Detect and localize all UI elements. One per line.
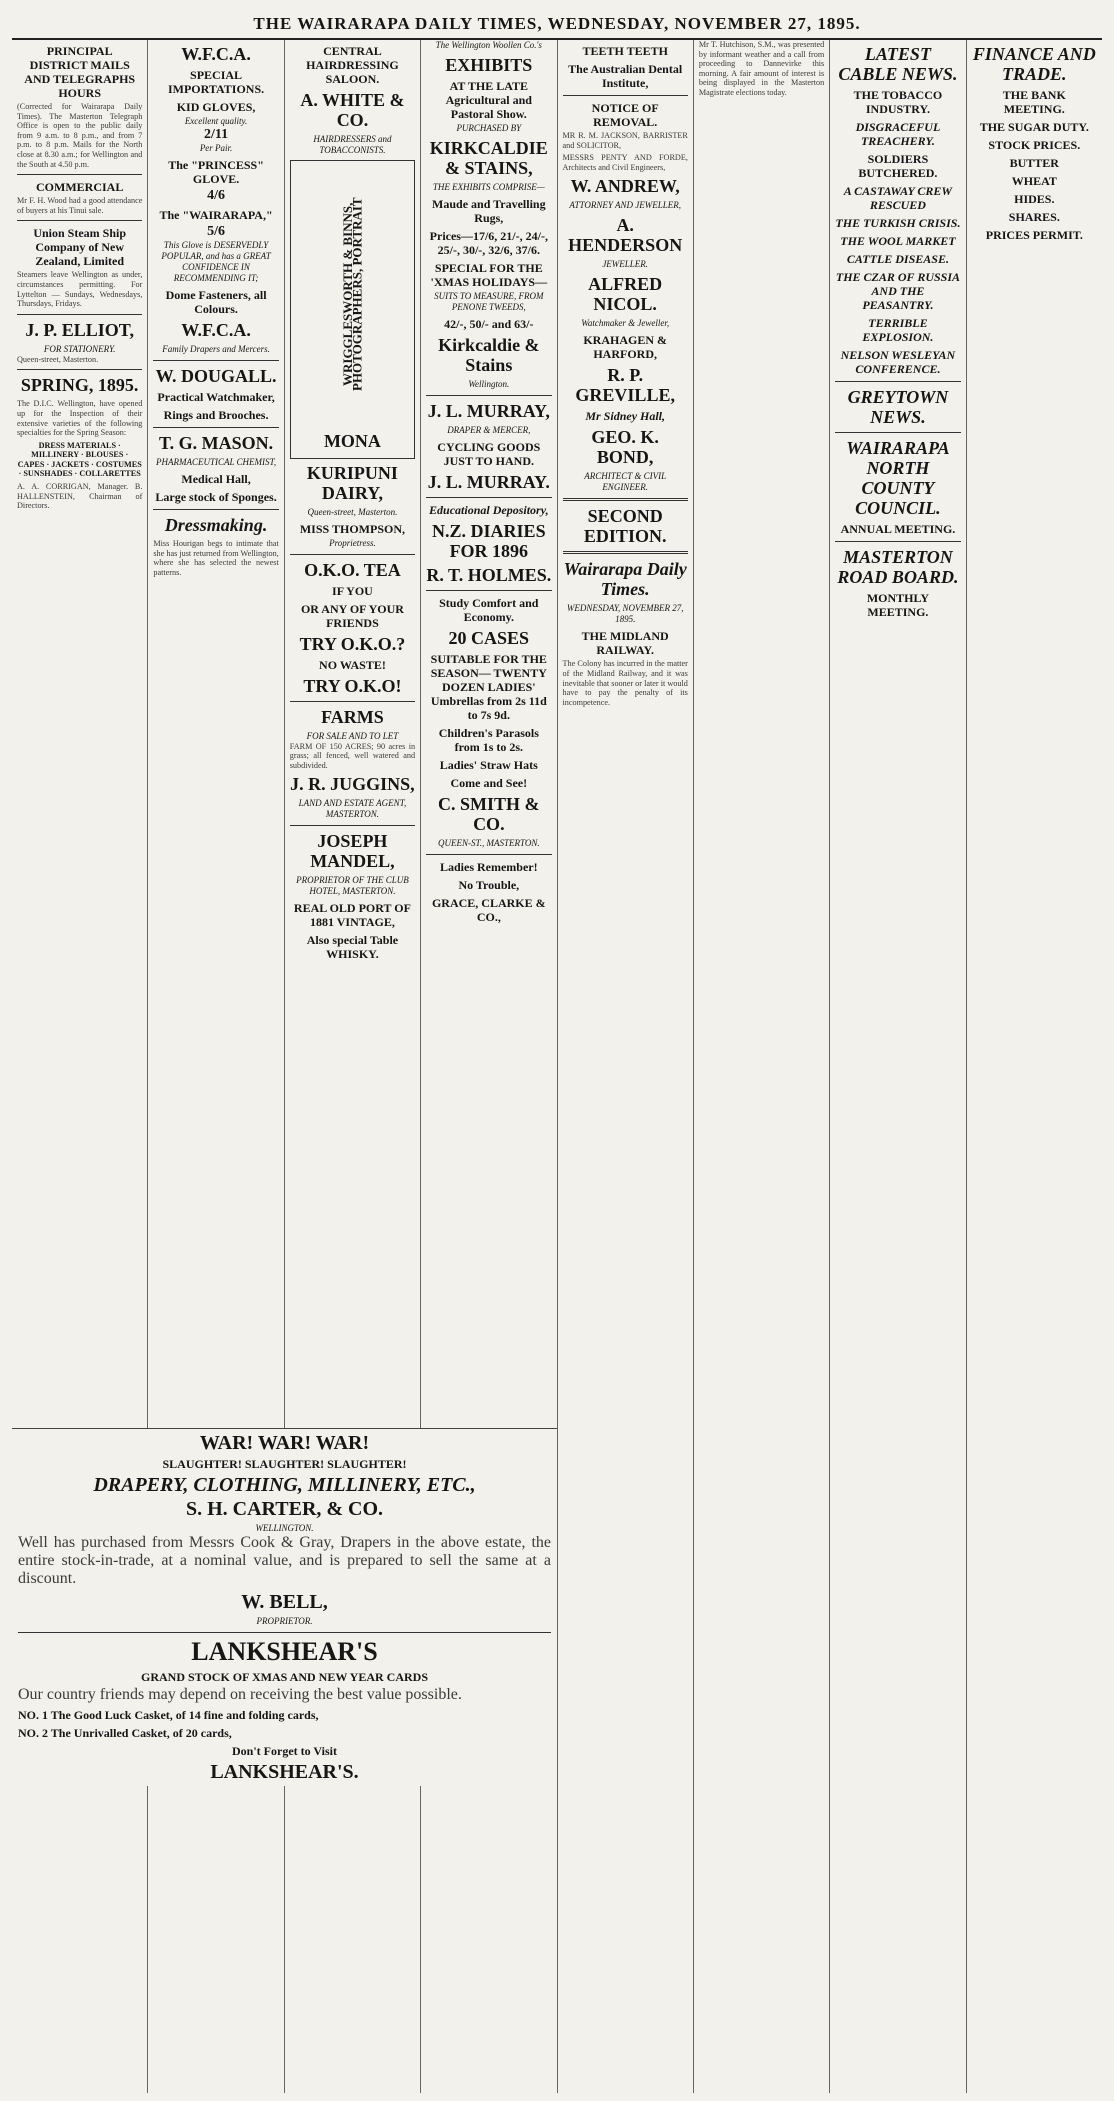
divider (290, 825, 415, 826)
murray-sub: DRAPER & MERCER, (447, 425, 531, 435)
divider (17, 369, 142, 370)
carter: S. H. CARTER, & CO. (185, 1498, 384, 1520)
andrew-sub: ATTORNEY AND JEWELLER, (569, 200, 681, 211)
lankshear-sub: GRAND STOCK OF XMAS AND NEW YEAR CARDS (140, 1670, 429, 1684)
farms-text: FARM OF 150 ACRES; 90 acres in grass; all fenced, well watered and subdivided. (289, 741, 416, 770)
nicol-sub: Watchmaker & Jeweller, (581, 318, 670, 329)
rooms-heading: CENTRAL HAIRDRESSING SALOON. (306, 44, 399, 86)
nelson: NELSON WESLEYAN CONFERENCE. (840, 348, 956, 376)
lankshear-text: Our country friends may depend on receiving the best value possible. (18, 1686, 462, 1703)
elliot-sub: FOR STATIONERY. (43, 343, 116, 354)
turkish: THE TURKISH CRISIS. (835, 216, 961, 230)
spring-signature: A. A. CORRIGAN, Manager. B. HALLENSTEIN, Chairman of Directors. (17, 482, 143, 511)
smith-sub: QUEEN-ST., MASTERTON. (437, 838, 540, 848)
family-drapers: Family Drapers and Mercers. (162, 344, 270, 354)
dairy-heading: KURIPUNI DAIRY, (306, 462, 398, 503)
cycling: CYCLING GOODS JUST TO HAND. (437, 440, 541, 468)
white-sub: HAIRDRESSERS and TOBACCONISTS. (313, 134, 392, 155)
mona-heading: MONA (323, 430, 381, 451)
pharm: PHARMACEUTICAL CHEMIST, (155, 457, 277, 467)
princess-glove: The "PRINCESS" GLOVE. (168, 158, 264, 186)
terrible: TERRIBLE EXPLOSION. (862, 316, 934, 344)
woollen: The Wellington Woollen Co.'s (435, 40, 542, 50)
thompson-sub: Proprietress. (329, 537, 376, 548)
masthead: THE WAIRARAPA DAILY TIMES, WEDNESDAY, NOVEMBER 27, 1895. (253, 14, 861, 33)
penty: MESSRS PENTY AND FORDE, Architects and Civil Engineers, (562, 153, 688, 172)
farms-heading: FARMS (321, 706, 384, 727)
lankshear-2: LANKSHEAR'S. (210, 1761, 359, 1783)
photographer-ad (290, 160, 415, 459)
juggins-heading: J. R. JUGGINS, (290, 774, 415, 795)
nicol: ALFRED NICOL. (588, 274, 663, 315)
teeth: TEETH TEETH (582, 44, 668, 58)
divider (18, 1632, 551, 1633)
price-2: 4/6 (207, 188, 225, 203)
disgrace: DISGRACEFUL TREACHERY. (855, 120, 941, 148)
diaries: N.Z. DIARIES FOR 1896 (432, 521, 546, 561)
kirkcaldie: KIRKCALDIE & STAINS, (429, 138, 548, 178)
dougall-heading: W. DOUGALL. (155, 366, 277, 386)
midland-heading: THE MIDLAND RAILWAY. (581, 629, 669, 658)
prices-permit: PRICES PERMIT. (985, 228, 1083, 242)
commercial-heading: COMMERCIAL (36, 180, 124, 195)
hides: HIDES. (1014, 192, 1055, 206)
no-2: NO. 2 The Unrivalled Casket, of 20 cards, (18, 1726, 232, 1740)
andrew: W. ANDREW, (570, 176, 680, 197)
annual: ANNUAL MEETING. (840, 522, 956, 536)
white-heading: A. WHITE & CO. (300, 90, 405, 130)
mason-heading: T. G. MASON. (158, 433, 274, 453)
rugs: Maude and Travelling Rugs, (432, 197, 546, 225)
suitable-3: Ladies' Straw Hats (439, 758, 538, 772)
wheat: WHEAT (1011, 174, 1057, 188)
purchased: PURCHASED BY (456, 123, 522, 133)
castaway: A CASTAWAY CREW RESCUED (843, 184, 953, 212)
slaughter: SLAUGHTER! SLAUGHTER! SLAUGHTER! (162, 1457, 407, 1471)
show: AT THE LATE Agricultural and Pastoral Show. (445, 79, 532, 121)
commercial-text: Mr F. H. Wood had a good attendance of buyers at his Tinui sale. (17, 196, 143, 215)
try-oko: TRY O.K.O.? (299, 633, 406, 654)
divider (835, 381, 960, 382)
drapery: DRAPERY, CLOTHING, MILLINERY, ETC., (93, 1474, 476, 1496)
dental: The Australian Dental Institute, (568, 62, 683, 90)
guarantee-text: This Glove is DESERVEDLY POPULAR, and has a GREAT CONFIDENCE IN RECOMMENDING IT; (161, 240, 271, 283)
mails-text: (Corrected for Wairarapa Daily Times). The Masterton Telegraph Office is open to the public daily from 9 a.m. to 8 p.m., and from 7 p.m. to 8 p.m. Mails for the North close at 8.30 a.m.; for Wellington and the South at 4.50 p.m. (17, 102, 143, 169)
divider (563, 95, 688, 96)
divider (17, 174, 142, 175)
educational: Educational Depository, (429, 503, 549, 517)
sponges: Large stock of Sponges. (155, 490, 277, 504)
finance: FINANCE AND TRADE. (972, 44, 1096, 84)
mails-heading: PRINCIPAL DISTRICT MAILS AND TELEGRAPHS HOURS (24, 44, 136, 100)
kirkcaldie-2: Kirkcaldie & Stains (438, 335, 540, 375)
jackson: MR R. M. JACKSON, BARRISTER and SOLICITOR, (562, 131, 688, 150)
comprise: THE EXHIBITS COMPRISE— (432, 182, 545, 192)
mandel-sub: PROPRIETOR OF THE CLUB HOTEL, MASTERTON. (296, 875, 409, 897)
lankshear: LANKSHEAR'S (191, 1637, 378, 1666)
divider (153, 509, 278, 510)
bank-meeting: THE BANK MEETING. (1002, 88, 1066, 116)
wfca-heading: W.F.C.A. (181, 44, 251, 64)
dressmaking-text: Miss Hourigan begs to intimate that she has just returned from Wellington, where she has selected the newest patterns. (153, 539, 279, 577)
divider (835, 432, 960, 433)
holmes: R. T. HOLMES. (426, 565, 552, 585)
stock: STOCK PRICES. (988, 138, 1081, 152)
murray: J. L. MURRAY, (427, 401, 550, 421)
shares: SHARES. (1008, 210, 1060, 224)
medical-hall: Medical Hall, (181, 472, 251, 486)
wairarapa-glove: The "WAIRARAPA," (159, 208, 273, 222)
times-title: Wairarapa Daily Times. (563, 559, 687, 600)
ladies: Ladies Remember! (439, 860, 538, 874)
henderson-sub: JEWELLER. (602, 259, 649, 270)
tobacco: THE TOBACCO INDUSTRY. (853, 88, 943, 116)
per-pair: Per Pair. (199, 143, 233, 153)
henderson: A. HENDERSON (568, 215, 683, 256)
ponee-price: 42/-, 50/- and 63/- (444, 317, 534, 331)
ponee: SUITS TO MEASURE, FROM PENONE TWEEDS, (434, 291, 544, 312)
fasteners: Dome Fasteners, all Colours. (165, 288, 267, 316)
divider (835, 541, 960, 542)
come-and-see: Come and See! (450, 776, 528, 790)
midland-text: The Colony has incurred in the matter of the Midland Railway, and it was inevitable that sooner or later it would have to pay the penalty of its incompetence. (562, 659, 688, 707)
column-6 (694, 40, 830, 2093)
dressmaking-heading: Dressmaking. (164, 515, 268, 535)
kid-gloves: KID GLOVES, (176, 100, 256, 114)
photographer-vertical: WRIGGLESWORTH & BINNS, PHOTOGRAPHERS, PORTRAIT (339, 197, 365, 391)
dateline: WEDNESDAY, NOVEMBER 27, 1895. (566, 603, 684, 625)
juggins-sub: LAND AND ESTATE AGENT, MASTERTON. (298, 798, 407, 820)
divider (290, 701, 415, 702)
shipping-heading: Union Steam Ship Company of New Zealand, Limited (33, 226, 127, 269)
quality-note: Excellent quality. (184, 116, 248, 126)
carter-text: Well has purchased from Messrs Cook & Gray, Drapers in the above estate, the entire stock-in-trade, at a nominal value, and is prepared to sell the same at a discount. (18, 1534, 551, 1587)
wellington: Wellington. (468, 379, 510, 389)
forget: Don't Forget to Visit (232, 1744, 337, 1758)
wfca-heading-2: W.F.C.A. (181, 320, 251, 340)
cable-heading: LATEST CABLE NEWS. (838, 44, 958, 84)
exhibits: EXHIBITS (445, 55, 533, 75)
column-7 (830, 40, 966, 2093)
monthly: MONTHLY MEETING. (866, 591, 930, 619)
wide-advert (12, 1428, 557, 1786)
spring-text: The D.I.C. Wellington, have opened up for the Inspection of their extensive varieties of the following specialties for the Spring Season: (17, 399, 143, 438)
news-text: Mr T. Hutchison, S.M., was presented by informant weather and a call from proceeding to Dannevirke this morning. A fair amount of interest is being displayed in the Masterton Magistrate elections today. (698, 40, 825, 97)
murray-2: J. L. MURRAY. (427, 472, 550, 492)
divider (426, 497, 551, 498)
spring-heading: SPRING, 1895. (20, 375, 139, 396)
suitable-2: Children's Parasols from 1s to 2s. (438, 726, 539, 754)
no-1: NO. 1 The Good Luck Casket, of 14 fine and folding cards, (18, 1708, 319, 1722)
war-heading: WAR! WAR! WAR! (199, 1432, 370, 1454)
watchmaker: Practical Watchmaker, (157, 390, 275, 404)
second-edition: SECOND EDITION. (583, 506, 667, 547)
bell: W. BELL, (241, 1591, 328, 1613)
divider (153, 360, 278, 361)
price-3: 5/6 (207, 224, 225, 239)
bond: GEO. K. BOND, (591, 427, 659, 468)
rings: Rings and Brooches. (163, 408, 269, 422)
column-5 (558, 40, 694, 2093)
price-1: 2/11 (204, 127, 229, 142)
dairy-sub: Queen-street, Masterton. (307, 506, 398, 517)
cases: 20 CASES (448, 628, 530, 648)
mandel-heading: JOSEPH MANDEL, (310, 831, 395, 872)
special-heading: SPECIAL IMPORTATIONS. (167, 68, 265, 96)
soldiers: SOLDIERS BUTCHERED. (858, 152, 938, 180)
try-oko-2: TRY O.K.O! (303, 675, 402, 696)
trouble: No Trouble, (458, 878, 520, 892)
sugar: THE SUGAR DUTY. (979, 120, 1089, 134)
czar: THE CZAR OF RUSSIA AND THE PEASANTRY. (835, 270, 961, 312)
column-8 (967, 40, 1102, 2093)
suitable-1: SUITABLE FOR THE SEASON— TWENTY DOZEN LADIES' Umbrellas from 2s 11d to 7s 9d. (430, 652, 547, 722)
double-divider (563, 551, 688, 554)
divider (290, 554, 415, 555)
divider (426, 590, 551, 591)
notice: NOTICE OF REMOVAL. (591, 101, 659, 129)
oko-heading: O.K.O. TEA (304, 559, 401, 580)
road-board: MASTERTON ROAD BOARD. (837, 547, 959, 587)
cattle: CATTLE DISEASE. (846, 252, 949, 266)
divider (153, 427, 278, 428)
elliot-text: Queen-street, Masterton. (17, 354, 99, 364)
farms-sub: FOR SALE AND TO LET (306, 730, 399, 741)
council: WAIRARAPA NORTH COUNTY COUNCIL. (846, 438, 950, 518)
smith: C. SMITH & CO. (438, 794, 540, 834)
whiskey: Also special Table WHISKY. (306, 933, 399, 962)
wool: THE WOOL MARKET (840, 234, 956, 248)
thompson-heading: MISS THOMPSON, (299, 521, 405, 536)
carter-sub: WELLINGTON. (255, 1523, 314, 1533)
ask-friends: OR ANY OF YOUR FRIENDS (300, 601, 404, 630)
bell-sub: PROPRIETOR. (256, 1616, 313, 1626)
clarke: GRACE, CLARKE & CO., (431, 896, 546, 924)
spring-items: DRESS MATERIALS · MILLINERY · BLOUSES · CAPES · JACKETS · COSTUMES · SUNSHADES · COLLARETTES (17, 440, 142, 479)
butter: BUTTER (1009, 156, 1059, 170)
shipping-text: Steamers leave Wellington as under, circumstances permitting. For Lyttelton — Sundays, Wednesdays, Thursdays, Fridays. (17, 270, 143, 309)
sidney-hall: Mr Sidney Hall, (585, 409, 666, 424)
divider (17, 220, 142, 221)
greville: R. P. GREVILLE, (575, 365, 675, 406)
elliot-heading: J. P. ELLIOT, (25, 319, 134, 340)
greytown: GREYTOWN NEWS. (847, 387, 949, 427)
study: Study Comfort and Economy. (439, 596, 539, 624)
port: REAL OLD PORT OF 1881 VINTAGE, (293, 901, 411, 930)
if-you: IF YOU (332, 583, 373, 598)
xmas: SPECIAL FOR THE 'XMAS HOLIDAYS— (430, 261, 548, 289)
divider (426, 854, 551, 855)
divider (426, 395, 551, 396)
no-waste: NO WASTE! (319, 657, 386, 672)
double-divider (563, 498, 688, 501)
divider (17, 314, 142, 315)
kraghagen: KRAHAGEN & HARFORD, (583, 333, 668, 362)
bond-sub: ARCHITECT & CIVIL ENGINEER. (584, 471, 667, 493)
prices: Prices—17/6, 21/-, 24/-, 25/-, 30/-, 32/6, 37/6. (429, 229, 548, 257)
